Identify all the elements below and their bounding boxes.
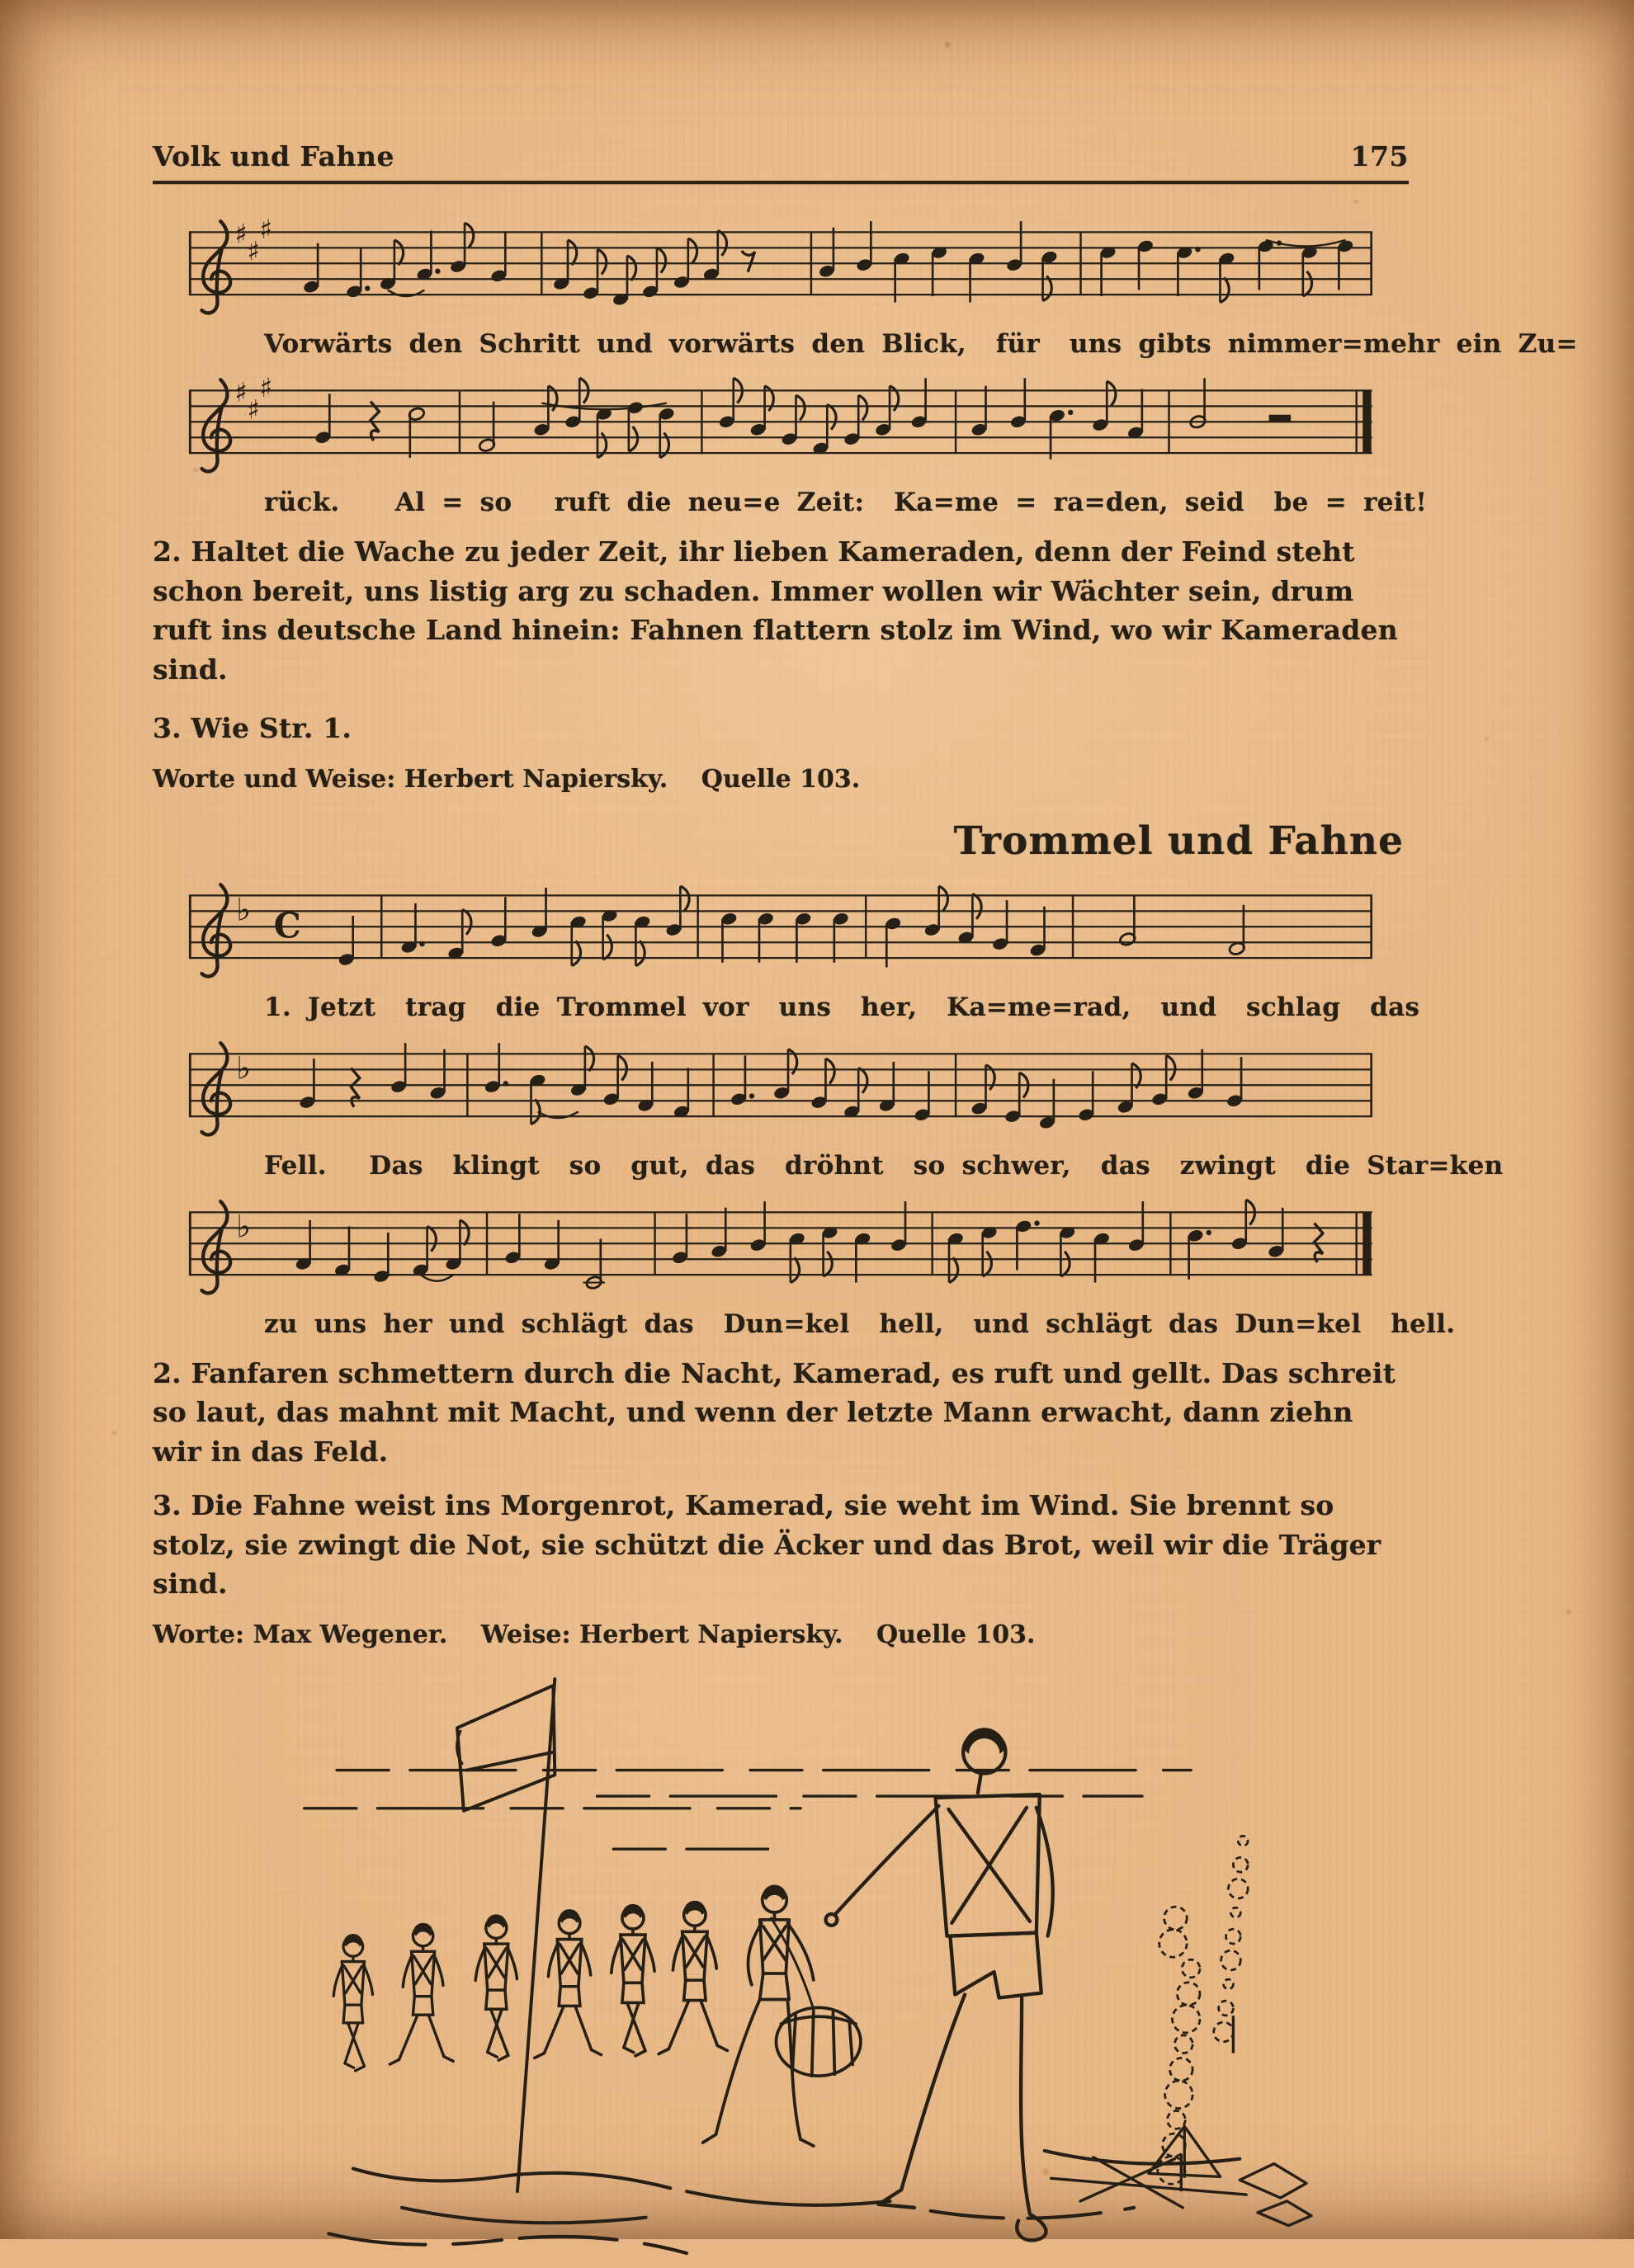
svg-text:♯: ♯ — [247, 394, 261, 426]
music-staff-1 — [153, 209, 1409, 326]
lyrics-line-5: zu uns her und schlägt das Dun=kel hell, und schlägt das Dun=kel hell. — [264, 1308, 1456, 1339]
song2-verse-3: 3. Die Fahne weist ins Morgenrot, Kamerad, sie weht im Wind. Sie brennt so stolz, sie zwingt die Not, sie schützt die Äcker und das Brot, weil wir die Träger sind. — [153, 1489, 1381, 1601]
svg-text:♯: ♯ — [259, 213, 273, 245]
illustration-marching-group — [231, 1674, 1370, 2268]
tree-smoke-columns — [1158, 1836, 1248, 2191]
svg-text:♯: ♯ — [259, 371, 273, 403]
header-chapter-title: Volk und Fahne — [153, 140, 395, 172]
svg-text:♯: ♯ — [247, 235, 261, 267]
flag-and-pole — [456, 1679, 555, 2191]
lyrics-line-2: rück. Al = so ruft die neu=e Zeit: Ka=me = ra=den, seid be = reit! — [264, 488, 1428, 517]
svg-text:C: C — [273, 905, 301, 946]
horizon-lines — [305, 1770, 1191, 1849]
svg-text:♯: ♯ — [234, 376, 248, 408]
lyrics-line-3: 1. Jetzt trag die Trommel vor uns her, Ka=me=rad, und schlag das — [264, 992, 1420, 1022]
svg-text:♭: ♭ — [236, 1208, 252, 1245]
song1-credits: Worte und Weise: Herbert Napiersky. Quelle 103. — [153, 764, 861, 794]
song1-verse-3-note: 3. Wie Str. 1. — [153, 712, 352, 745]
page-number: 175 — [1350, 140, 1409, 172]
song1-verse-2: 2. Haltet die Wache zu jeder Zeit, ihr lieben Kameraden, denn der Feind steht schon bereit, uns listig arg zu schaden. Immer wollen wir Wächter sein, drum ruft ins deutsche Land hinein: Fahnen flattern stolz im Wind, wo wir Kameraden sind. — [153, 535, 1398, 686]
music-staff-2 — [153, 367, 1409, 484]
song2-title: Trommel und Fahne — [953, 818, 1404, 864]
music-staff-4 — [153, 1030, 1409, 1148]
lyrics-line-1: Vorwärts den Schritt und vorwärts den Blick, für uns gibts nimmer=mehr ein Zu= — [264, 329, 1578, 359]
song2-verse-2: 2. Fanfaren schmettern durch die Nacht, Kamerad, es ruft und gellt. Das schreit so laut, das mahnt mit Macht, und wenn der letzte Mann erwacht, dann ziehn wir in das Feld. — [153, 1356, 1396, 1468]
lyrics-line-4: Fell. Das klingt so gut, das dröhnt so schwer, das zwingt die Star=ken — [264, 1150, 1504, 1181]
ground-strokes — [328, 2151, 1240, 2253]
song2-credits: Worte: Max Wegener. Weise: Herbert Napiersky. Quelle 103. — [153, 1620, 1036, 1649]
page-content — [153, 140, 1578, 2268]
svg-text:♯: ♯ — [234, 218, 248, 250]
leader-figure — [826, 1728, 1053, 2240]
svg-text:♭: ♭ — [236, 1049, 252, 1087]
music-staff-5 — [153, 1189, 1409, 1306]
header-rule — [153, 181, 1409, 184]
svg-text:♭: ♭ — [236, 891, 252, 928]
marching-column — [333, 1900, 727, 2070]
running-header — [153, 140, 1409, 172]
music-staff-3 — [153, 872, 1409, 989]
